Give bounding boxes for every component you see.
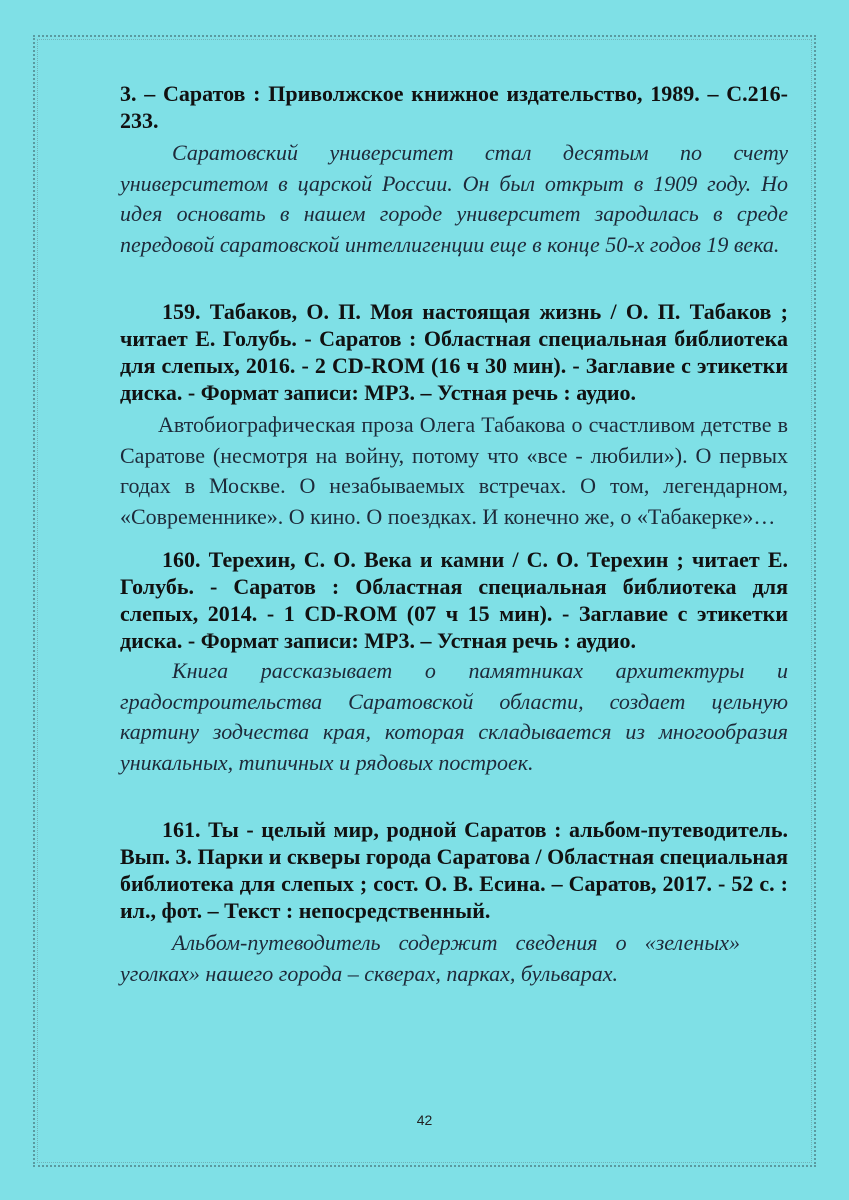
page-number: 42 xyxy=(416,1112,433,1128)
page-content xyxy=(120,80,788,989)
entry-annotation: Саратовский университет стал десятым по счету университетом в царской России. Он был открыт в 1909 году. Но идея основать в нашем городе университет зародилась в среде передовой саратовской интеллигенции еще в конце 50-х годов 19 века. xyxy=(120,140,788,257)
entry-annotation: Альбом-путеводитель содержит сведения о «зеленых» уголках» нашего города – скверах, парках, бульварах. xyxy=(120,930,740,986)
entry-annotation: Книга рассказывает о памятниках архитектуры и градостроительства Саратовской области, создает цельную картину зодчества края, которая складывается из многообразия уникальных, типичных и рядовых построек. xyxy=(120,658,788,775)
entry-citation: 160. Терехин, С. О. Века и камни / С. О. Терехин ; читает Е. Голубь. - Саратов : Областная специальная библиотека для слепых, 2014. - 1 CD-ROM (07 ч 15 мин). - Заглавие с этикетки диска. - Формат записи: MP3. – Устная речь : аудио. xyxy=(120,547,788,653)
entry-citation: 3. – Саратов : Приволжское книжное издательство, 1989. – С.216-233. xyxy=(120,81,788,133)
entry-citation: 159. Табаков, О. П. Моя настоящая жизнь / О. П. Табаков ; читает Е. Голубь. - Саратов : Областная специальная библиотека для слепых, 2016. - 2 CD-ROM (16 ч 30 мин). - Заглавие с этикетки диска. - Формат записи: MP3. – Устная речь : аудио. xyxy=(120,299,788,405)
entry-annotation: Автобиографическая проза Олега Табакова о счастливом детстве в Саратове (несмотря на войну, потому что «все - любили»). О первых годах в Москве. О незабываемых встречах. О том, легендарном, «Современнике». О кино. О поездках. И конечно же, о «Табакерке»… xyxy=(120,412,788,529)
entry-citation: 161. Ты - целый мир, родной Саратов : альбом-путеводитель. Вып. 3. Парки и скверы города Саратова / Областная специальная библиотека для слепых ; сост. О. В. Есина. – Саратов, 2017. - 52 с. : ил., фот. – Текст : непосредственный. xyxy=(120,817,788,923)
